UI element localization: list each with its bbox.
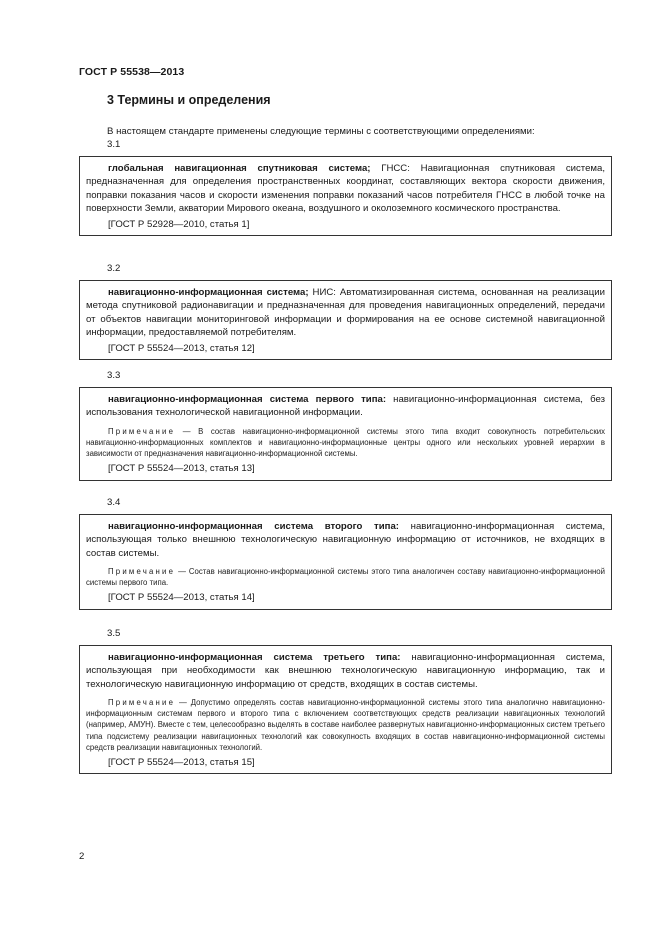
definition: навигационно-информационная система, использующая только внешнюю технологическую навигационную информацию от источников, не входящих в состав системы. (86, 521, 605, 559)
definition: НИС: Автоматизированная система, основанная на реализации метода спутниковой радионавигации и предназначенная для проведения навигационных определений, передачи от объектов навигации мониторинговой информации и формирования на ее основе системной навигационной информации, предоставляемой потребителям. (86, 287, 605, 338)
definition-text (86, 651, 605, 691)
note-label: Примечание (108, 697, 176, 707)
note-label: Примечание (108, 566, 176, 576)
definition-box-3-4 (79, 514, 612, 610)
definition-text (86, 286, 605, 339)
entry-number-3-5: 3.5 (107, 628, 121, 639)
definition-text (86, 162, 605, 215)
entry-number-3-3: 3.3 (107, 370, 121, 381)
note (86, 697, 605, 753)
note (86, 426, 605, 460)
term: навигационно-информационная система третьего типа: (108, 652, 401, 663)
term: глобальная навигационная спутниковая система; (108, 163, 371, 174)
definition: навигационно-информационная система, использующая при необходимости как внешнюю технологическую навигационную информацию, так и технологическую навигационную информацию от средств, входящих в состав системы. (86, 652, 605, 690)
term: навигационно-информационная система; (108, 287, 309, 298)
source-reference: [ГОСТ Р 55524—2013, статья 15] (108, 756, 255, 768)
note-label: Примечание (108, 426, 176, 436)
note-text: — Состав навигационно-информационной системы этого типа аналогичен составу навигационно-информационной системы первого типа. (86, 566, 605, 588)
definition: навигационно-информационная система, без использования технологической навигационной информации. (86, 394, 605, 419)
intro-text: В настоящем стандарте применены следующие термины с соответствующими определениями: (107, 126, 535, 137)
definition-box-3-5 (79, 645, 612, 774)
source-reference: [ГОСТ Р 55524—2013, статья 13] (108, 463, 255, 475)
term: навигационно-информационная система второго типа: (108, 521, 399, 532)
definition-text (86, 520, 605, 560)
source-reference: [ГОСТ Р 55524—2013, статья 12] (108, 343, 255, 355)
entry-number-3-1: 3.1 (107, 139, 121, 150)
definition-box-3-1 (79, 156, 612, 236)
section-title: 3 Термины и определения (107, 93, 271, 107)
note-text: — Допустимо определять состав навигационно-информационной системы этого типа аналогично навигационно-информационным системам первого и второго типа с включением соответствующих средств реализации навигационных технологий (например, АМУН). Вместе с тем, целесообразно выделять в составе наиболее развернутых навигационно-информационных систем третьего типа подсистему реализации навигационных технологий как совокупность входящих в состав навигационно-информационной системы средств реализации навигационных технологий. (86, 697, 605, 752)
entry-number-3-4: 3.4 (107, 497, 121, 508)
page-number: 2 (79, 851, 85, 862)
source-reference: [ГОСТ Р 52928—2010, статья 1] (108, 219, 250, 231)
note-text: — В состав навигационно-информационной системы этого типа входит совокупность потребительских навигационно-информационных комплектов и навигационно-информационные центры одного или нескольких уровней иерархии в зависимости от предназначения навигационно-информационной системы. (86, 426, 605, 458)
definition: ГНСС: Навигационная спутниковая система, предназначенная для определения пространственных координат, составляющих вектора скорости движения, поправки показания часов и скорости изменения поправки показаний часов потребителя ГНСС в любой точке на поверхности Земли, акватории Мирового океана, воздушного и околоземного космического пространства. (86, 163, 605, 214)
entry-number-3-2: 3.2 (107, 263, 121, 274)
source-reference: [ГОСТ Р 55524—2013, статья 14] (108, 592, 255, 604)
note (86, 566, 605, 588)
document-header: ГОСТ Р 55538—2013 (79, 66, 185, 78)
term: навигационно-информационная система первого типа: (108, 394, 387, 405)
definition-box-3-3 (79, 387, 612, 481)
definition-text (86, 393, 605, 420)
definition-box-3-2 (79, 280, 612, 360)
